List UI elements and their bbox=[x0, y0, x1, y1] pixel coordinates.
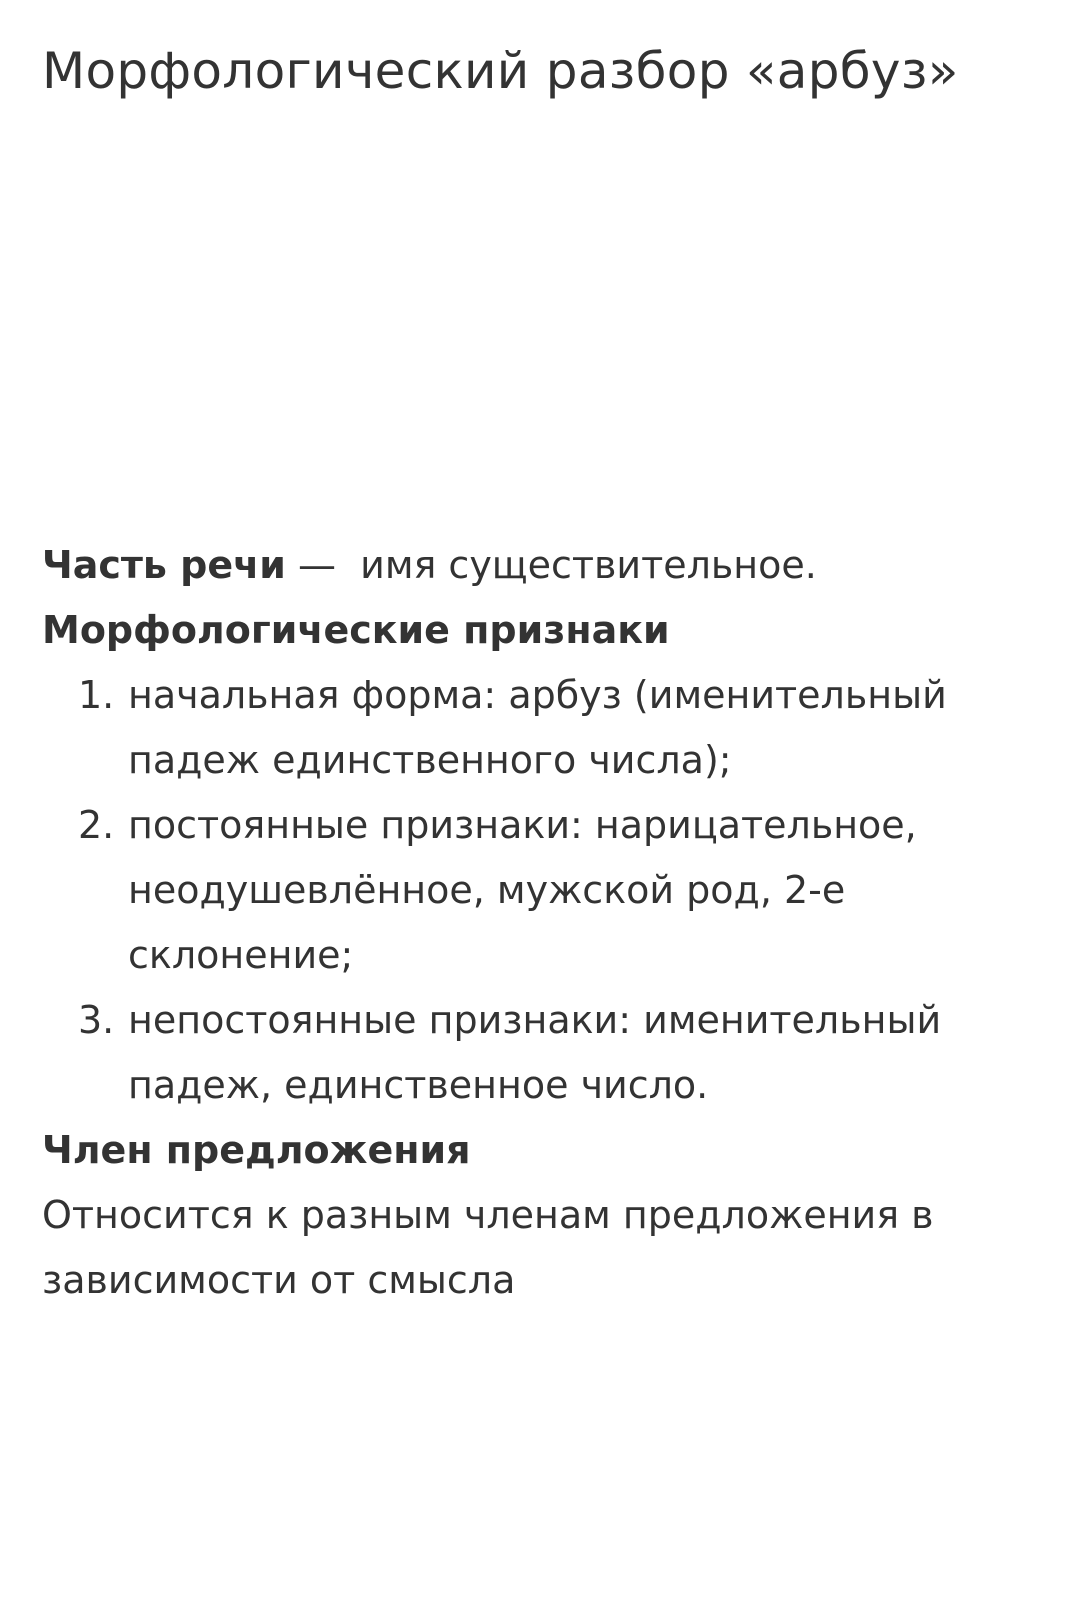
morph-features-list bbox=[42, 663, 1030, 1118]
morph-features-heading: Морфологические признаки bbox=[42, 608, 670, 652]
part-of-speech-line bbox=[42, 533, 1030, 598]
list-item-number: 3. bbox=[78, 998, 115, 1042]
list-item-text: начальная форма: арбуз (именительный падеж единственного числа); bbox=[128, 673, 947, 782]
list-item bbox=[42, 793, 1030, 988]
list-item-number: 1. bbox=[78, 673, 115, 717]
list-item-text: постоянные признаки: нарицательное, неодушевлённое, мужской род, 2-е склонение; bbox=[128, 803, 917, 977]
sentence-member-heading: Член предложения bbox=[42, 1128, 471, 1172]
part-of-speech-label: Часть речи bbox=[42, 543, 286, 587]
list-item-text: непостоянные признаки: именительный падеж, единственное число. bbox=[128, 998, 942, 1107]
list-item-number: 2. bbox=[78, 803, 115, 847]
sentence-member-text: Относится к разным членам предложения в зависимости от смысла bbox=[42, 1193, 934, 1302]
list-item bbox=[42, 663, 1030, 793]
part-of-speech-value: имя существительное. bbox=[360, 543, 817, 587]
analysis-content bbox=[42, 533, 1030, 1313]
blank-area bbox=[42, 104, 1030, 533]
list-item bbox=[42, 988, 1030, 1118]
part-of-speech-dash: — bbox=[297, 543, 336, 587]
page-title: Морфологический разбор «арбуз» bbox=[42, 42, 959, 100]
